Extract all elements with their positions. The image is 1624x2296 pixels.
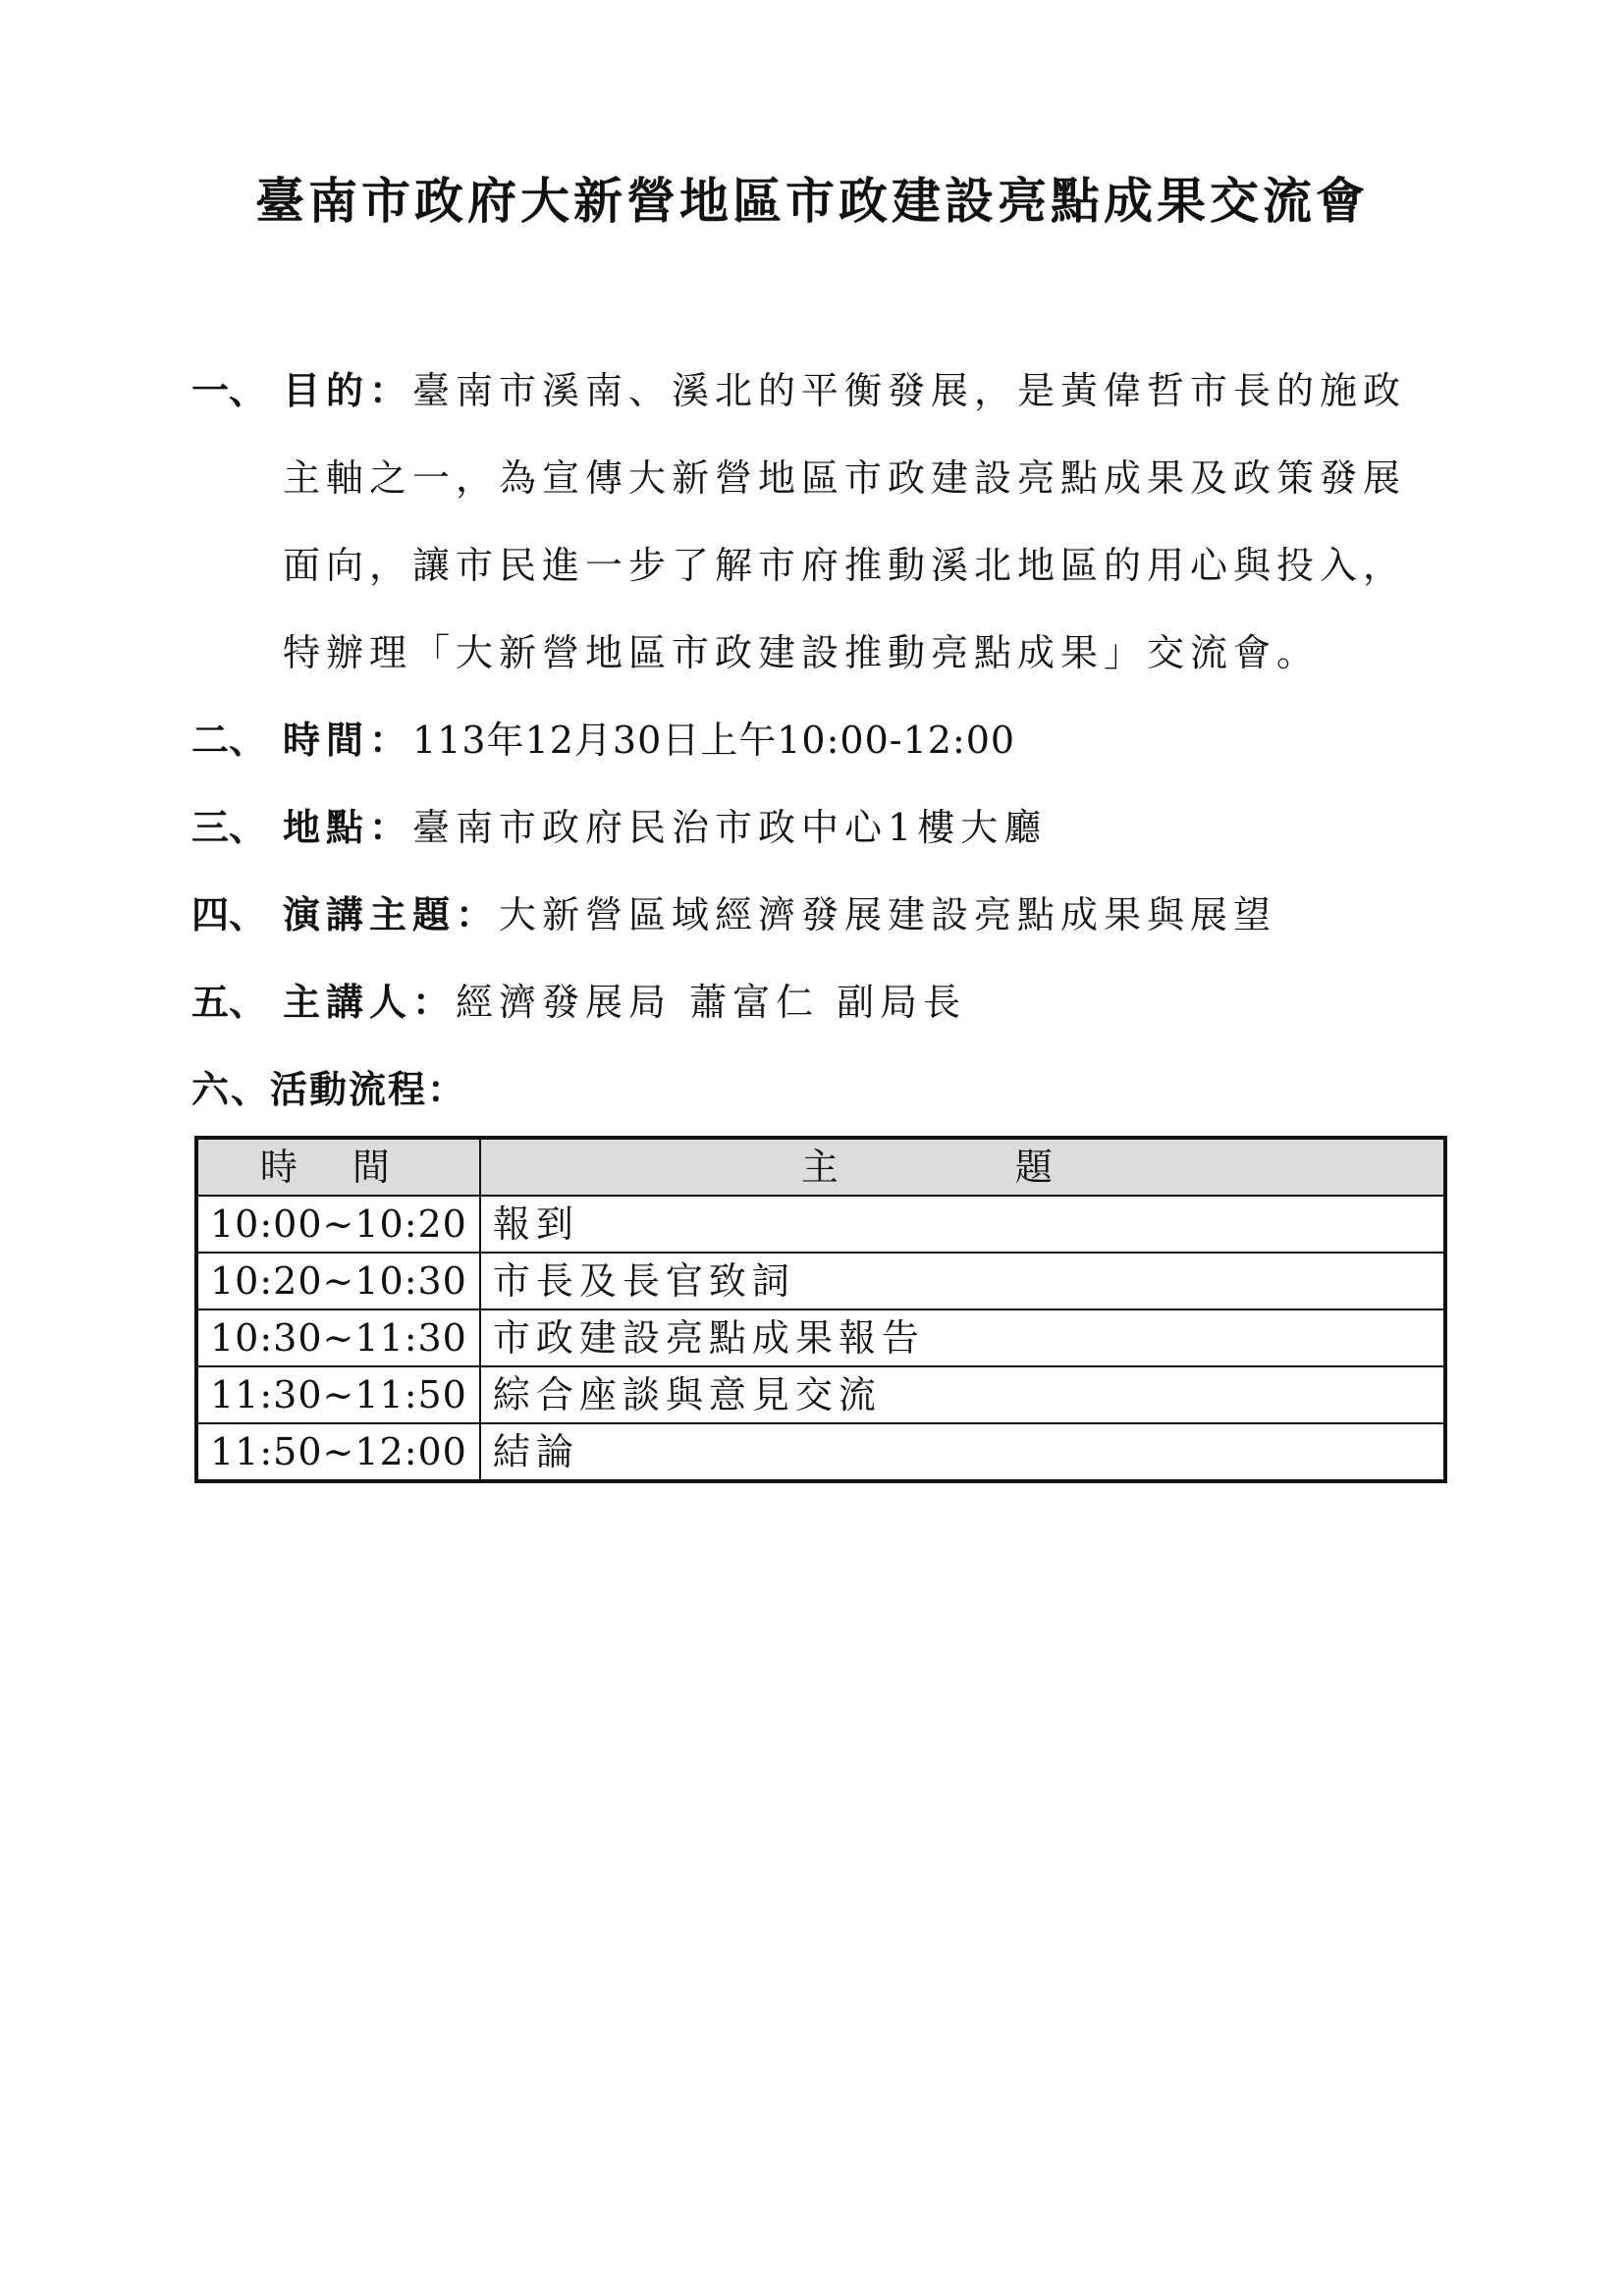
speaker-line (283, 978, 966, 1027)
row-time: 11:50~12:00 (196, 1423, 480, 1481)
page-title: 臺南市政府大新營地區市政建設亮點成果交流會 (255, 172, 1369, 230)
row-topic: 綜合座談與意見交流 (480, 1366, 1445, 1423)
purpose-item (191, 366, 266, 415)
agenda-label: 六、活動流程： (191, 1067, 467, 1111)
purpose-label: 目的： (283, 368, 413, 412)
purpose-text-1: 臺南市溪南、溪北的平衡發展，是黃偉哲市長的施政 (412, 369, 1407, 412)
purpose-line-1 (283, 366, 1406, 415)
time-number: 二、 (191, 718, 267, 762)
purpose-line-3: 面向，讓市民進一步了解市府推動溪北地區的用心與投入， (283, 544, 1407, 587)
row-topic: 市長及長官致詞 (480, 1253, 1445, 1309)
topic-label: 演講主題： (283, 892, 500, 936)
table-row (196, 1253, 1445, 1309)
place-number: 三、 (191, 805, 267, 849)
row-time: 10:00~10:20 (196, 1196, 480, 1253)
table-row (196, 1366, 1445, 1423)
agenda-heading (191, 1065, 466, 1114)
schedule-table (194, 1136, 1447, 1483)
row-topic: 市政建設亮點成果報告 (480, 1309, 1445, 1366)
time-item (191, 716, 266, 765)
topic-value: 大新營區域經濟發展建設亮點成果與展望 (499, 893, 1277, 936)
place-line (283, 803, 1047, 852)
speaker-value: 經濟發展局 蕭富仁 副局長 (456, 981, 967, 1024)
row-time: 10:30~11:30 (196, 1309, 480, 1366)
time-value: 113年12月30日上午10:00-12:00 (412, 719, 1016, 762)
place-item (191, 803, 266, 852)
speaker-number: 五、 (191, 980, 267, 1024)
purpose-line-2: 主軸之一，為宣傳大新營地區市政建設亮點成果及政策發展 (283, 456, 1407, 500)
speaker-item (191, 978, 266, 1027)
schedule-header-row (196, 1138, 1445, 1196)
place-label: 地點： (283, 805, 413, 849)
row-time: 10:20~10:30 (196, 1253, 480, 1309)
time-label: 時間： (283, 718, 413, 762)
table-row (196, 1309, 1445, 1366)
header-time: 時間 (196, 1138, 480, 1196)
topic-line (283, 890, 1276, 939)
row-topic: 結論 (480, 1423, 1445, 1481)
header-topic: 主題 (480, 1138, 1445, 1196)
table-row (196, 1196, 1445, 1253)
time-line (283, 716, 1015, 765)
topic-item (191, 890, 266, 939)
row-topic: 報到 (480, 1196, 1445, 1253)
row-time: 11:30~11:50 (196, 1366, 480, 1423)
topic-number: 四、 (191, 892, 267, 936)
table-row (196, 1423, 1445, 1481)
purpose-line-4: 特辦理「大新營地區市政建設推動亮點成果」交流會。 (283, 631, 1321, 674)
speaker-label: 主講人： (283, 980, 457, 1024)
purpose-number: 一、 (191, 368, 267, 412)
place-value: 臺南市政府民治市政中心1樓大廳 (412, 806, 1048, 849)
